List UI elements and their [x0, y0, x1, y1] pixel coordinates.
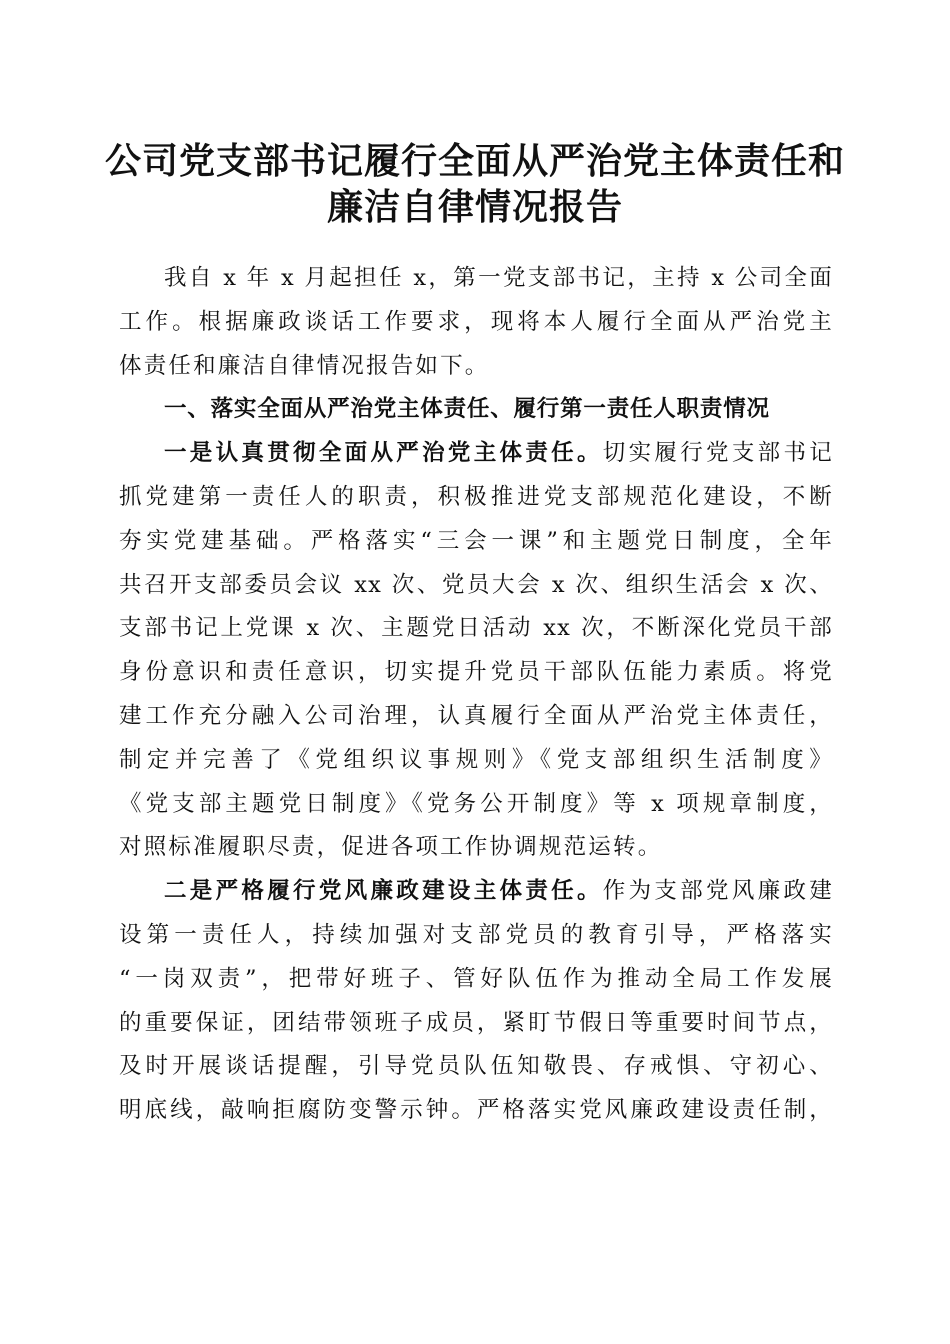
paragraph-line: 及时开展谈话提醒，引导党员队伍知敬畏、存戒惧、守初心、: [119, 1053, 833, 1080]
paragraph-two: [119, 870, 833, 1133]
paragraph-line: “一岗双责”，把带好班子、管好队伍作为推动全局工作发展: [119, 965, 833, 992]
paragraph-line: 明底线，敲响拒腐防变警示钟。严格落实党风廉政建设责任制，: [119, 1097, 833, 1124]
document-body: [119, 257, 833, 1133]
intro-line: 体责任和廉洁自律情况报告如下。: [119, 352, 490, 379]
intro-line: 工作。根据廉政谈话工作要求，现将本人履行全面从严治党主: [119, 308, 833, 335]
paragraph-line: 夯实党建基础。严格落实“三会一课”和主题党日制度，全年: [119, 527, 833, 554]
paragraph-line: [119, 432, 833, 476]
paragraph-line: [119, 870, 833, 914]
intro-line: 我自 x 年 x 月起担任 x，第一党支部书记，主持 x 公司全面: [164, 265, 833, 291]
paragraph-text: 切实履行党支部书记: [602, 440, 833, 467]
paragraph-text: 作为支部党风廉政建: [602, 878, 833, 905]
paragraph-line: 的重要保证，团结带领班子成员，紧盯节假日等重要时间节点，: [119, 1009, 833, 1036]
paragraph-line: 共召开支部委员会议 xx 次、党员大会 x 次、组织生活会 x 次、: [119, 571, 833, 598]
intro-paragraph: [119, 257, 833, 388]
paragraph-line: 身份意识和责任意识，切实提升党员干部队伍能力素质。将党: [119, 659, 833, 686]
paragraph-line: 支部书记上党课 x 次、主题党日活动 xx 次，不断深化党员干部: [119, 615, 833, 642]
paragraph-line: 建工作充分融入公司治理，认真履行全面从严治党主体责任，: [119, 702, 833, 729]
paragraph-one: [119, 432, 833, 870]
paragraph-line: 制定并完善了《党组织议事规则》《党支部组织生活制度》: [119, 746, 833, 773]
document-title-line-1: 公司党支部书记履行全面从严治党主体责任和: [104, 140, 845, 182]
paragraph-line: 设第一责任人，持续加强对支部党员的教育引导，严格落实: [119, 921, 833, 948]
document-title-line-2: 廉洁自律情况报告: [326, 186, 623, 228]
paragraph-line: 抓党建第一责任人的职责，积极推进党支部规范化建设，不断: [119, 483, 833, 510]
section-heading: 一、落实全面从严治党主体责任、履行第一责任人职责情况: [164, 396, 770, 423]
paragraph-line: 对照标准履职尽责，促进各项工作协调规范运转。: [119, 834, 663, 861]
paragraph-line: 《党支部主题党日制度》《党务公开制度》等 x 项规章制度，: [119, 790, 833, 817]
paragraph-lead: 一是认真贯彻全面从严治党主体责任。: [164, 440, 603, 467]
paragraph-lead: 二是严格履行党风廉政建设主体责任。: [164, 878, 603, 905]
